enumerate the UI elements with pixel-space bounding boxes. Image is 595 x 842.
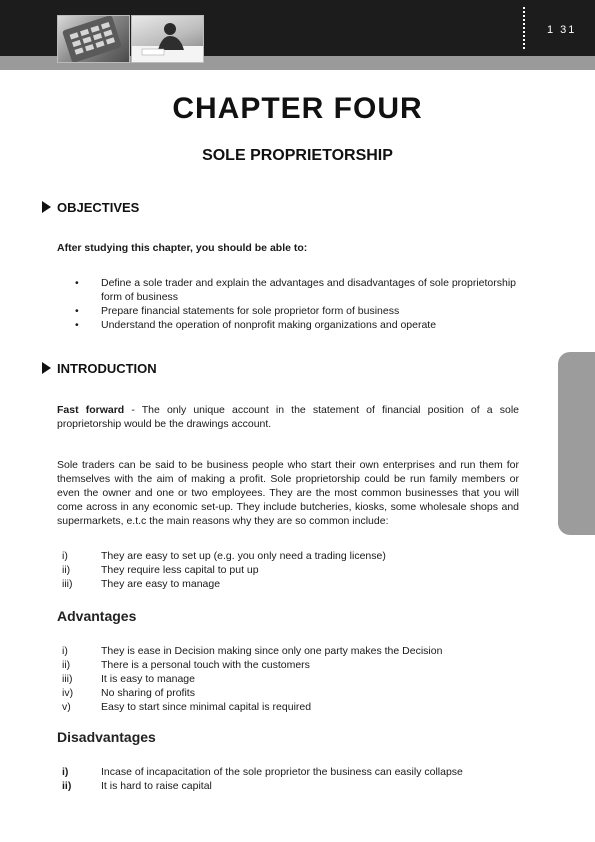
list-item: ii) It is hard to raise capital [62,780,212,792]
bullet-icon: • [75,319,79,331]
list-item: ii) They require less capital to put up [62,564,259,576]
list-item: • Understand the operation of nonprofit making organizations and operate [75,319,437,331]
chapter-title: CHAPTER FOUR [172,92,423,125]
list-item: v) Easy to start since minimal capital is required [62,701,312,713]
objectives-heading: OBJECTIVES [42,200,139,215]
chapter-subtitle: SOLE PROPRIETORSHIP [202,147,393,164]
calculator-photo-icon [57,15,130,63]
list-item: i) Incase of incapacitation of the sole proprietor the business can easily collapse [62,766,463,778]
page-number: 1 31 [547,24,577,36]
office-worker-photo-icon [131,15,204,63]
list-item: • Define a sole trader and explain the advantages and disadvantages of sole proprietorship form of business [75,277,517,303]
objectives-lead: After studying this chapter, you should be able to: [57,242,308,254]
play-arrow-icon [42,362,51,374]
list-item: iii) It is easy to manage [62,673,195,685]
disadvantages-heading: Disadvantages [57,729,156,745]
bullet-icon: • [75,277,79,289]
introduction-paragraph: Sole traders can be said to be business people who start their own enterprises and run them for themselves with the aim of making a profit. Sole proprietorship could be run family members or even the owner and one or two employees. They are the most common businesses that you will come across in any economic set-up. They include butcheries, kiosks, some wholesale shops and supermarkets, e.t.c the main reasons why they are so common include: [57,459,519,527]
list-item: i) They is ease in Decision making since only one party makes the Decision [62,645,443,657]
advantages-heading: Advantages [57,608,137,624]
advantages-list [57,644,527,714]
list-item: ii) There is a personal touch with the customers [62,659,310,671]
reasons-list [57,549,527,591]
objectives-list [57,276,527,332]
play-arrow-icon [42,201,51,213]
header-divider [523,7,525,49]
fast-forward-label: Fast forward [57,404,125,416]
bullet-icon: • [75,305,79,317]
list-item: • Prepare financial statements for sole proprietor form of business [75,305,400,317]
study-text-label: STUDY TEXT [548,391,559,497]
disadvantages-list [57,765,527,793]
list-item: iv) No sharing of profits [62,687,195,699]
introduction-heading: INTRODUCTION [42,361,157,376]
fast-forward-note: Fast forward - The only unique account in the statement of financial position of a sole proprietorship would be the drawings account. [57,404,520,430]
list-item: i) They are easy to set up (e.g. you only need a trading license) [62,550,386,562]
list-item: iii) They are easy to manage [62,578,221,590]
